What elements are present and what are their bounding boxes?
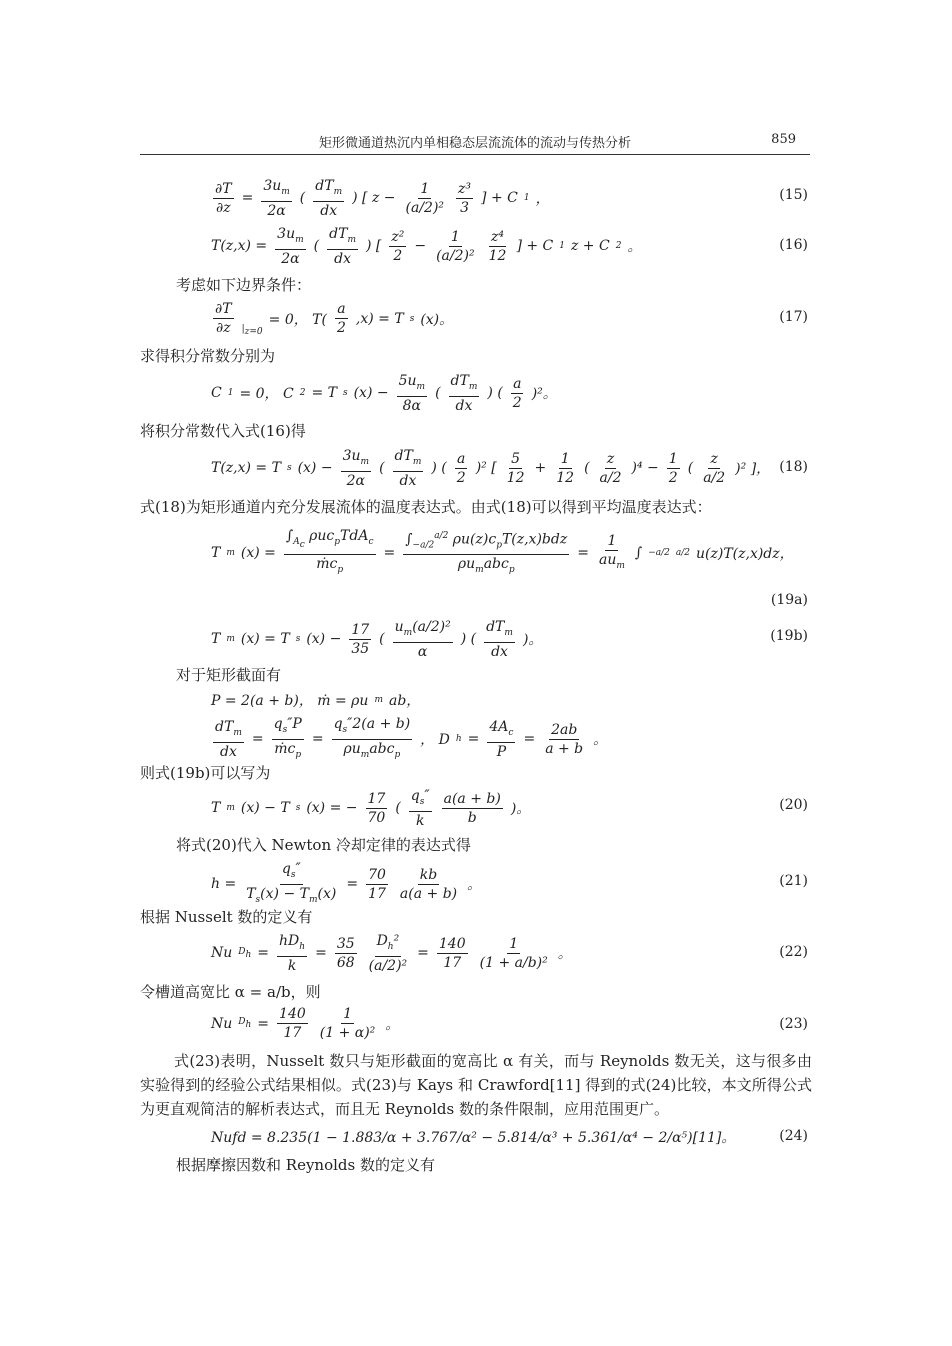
equation-gradient: $\frac{dT_m}{dx}$ = $\frac{q_s''P}{ṁc_p}$ = $\frac{q_s''2(a + b)}{\rho u_mabc_p}$ ， D h = $\frac{4A_c}{P}$ = $\frac{2ab}{a + b}$ 。 bbox=[215, 716, 608, 760]
eq-number-23: (23) bbox=[779, 1016, 808, 1032]
eq-number-19b: (19b) bbox=[770, 628, 808, 644]
page-header bbox=[140, 130, 810, 152]
text-boundary: 考虑如下边界条件： bbox=[176, 276, 312, 294]
equation-19a: T m (x) = $\frac{\int_{A_c} \rho uc_pTdA_c}{ṁc_p}$ = $\frac{\int_{-a/2}^{a/2} \rho u(z)c_pT(z,x)bdz}{\rho u_mabc_p}$ = $\frac{1}{au_m}$ ∫ −a/2 a/2 u(z)T(z,x)dz， bbox=[211, 528, 794, 576]
text-nusselt: 根据 Nusselt 数的定义有 bbox=[140, 908, 313, 926]
eq-number-17: (17) bbox=[779, 309, 808, 325]
eq-number-15: (15) bbox=[779, 187, 808, 203]
equation-15: $\frac{\partial T}{\partial z}$ = $\frac{3u_m}{2\alpha}$ ( $\frac{dT_m}{dx}$ ) [ z − $\frac{1}{\text{(a/2)²}}$ $\frac{\text{z³}}{3}$ ] + C 1 ， bbox=[215, 178, 550, 219]
paragraph-discussion: 式(23)表明，Nusselt 数只与矩形截面的宽高比 α 有关，而与 Reynolds 数无关，这与很多由实验得到的经验公式结果相似。式(23)与 Kays 和 Crawford[11] 得到的式(24)比较，本文所得公式为更直观简洁的解析表达式，而且无 Reynolds 数的条件限制，应用范围更广。 bbox=[140, 1052, 812, 1118]
eq-number-19a: (19a) bbox=[770, 592, 808, 608]
text-constants: 求得积分常数分别为 bbox=[140, 347, 276, 365]
text-temperature: 式(18)为矩形通道内充分发展流体的温度表达式。由式(18)可以得到平均温度表达式： bbox=[140, 498, 712, 516]
equation-16: T(z,x) = $\frac{3u_m}{2\alpha}$ ( $\frac{dT_m}{dx}$ ) [ $\frac{\text{z²}}{2}$ − $\frac{1}{\text{(a/2)²}}$ $\frac{\text{z⁴}}{12}$ ] + C 1 z + C 2 。 bbox=[211, 226, 642, 267]
text-rewrite: 则式(19b)可以写为 bbox=[140, 764, 271, 782]
equation-perimeter: P = 2(a + b)， ṁ = ρu m ab， bbox=[211, 693, 421, 709]
eq-number-24: (24) bbox=[779, 1128, 808, 1144]
eq-number-22: (22) bbox=[779, 944, 808, 960]
page-number: 859 bbox=[771, 132, 796, 147]
header-rule bbox=[140, 154, 810, 155]
equation-22: Nu $D_h$ = $\frac{hD_h}{k}$ = $\frac{35}{68}$ $\frac{D_h^2}{\text{(a/2)²}}$ = $\frac{140}{17}$ $\frac{1}{\text{(1 + a/b)²}}$ 。 bbox=[211, 933, 572, 974]
equation-18: T(z,x) = T s (x) − $\frac{3u_m}{2\alpha}$ ( $\frac{dT_m}{dx}$ ) ( $\frac{a}{2}$ )² [ $\frac{5}{12}$ + $\frac{1}{12}$ ( $\frac{z}{a/2}$ )⁴ − $\frac{1}{2}$ ( $\frac{z}{a/2}$ )² ]， bbox=[211, 448, 771, 489]
eq-number-21: (21) bbox=[779, 873, 808, 889]
text-aspect: 令槽道高宽比 α = a/b，则 bbox=[140, 983, 321, 1001]
equation-24: Nufd = 8.235(1 − 1.883/α + 3.767/α² − 5.814/α³ + 5.361/α⁴ − 2/α⁵)[11]。 bbox=[211, 1130, 736, 1146]
equation-19b: T m (x) = T s (x) − $\frac{17}{35}$ ( $\frac{u_m(a/2)^2}{\alpha}$ ) ( $\frac{dT_m}{dx}$ )。 bbox=[211, 619, 543, 660]
text-newton: 将式(20)代入 Newton 冷却定律的表达式得 bbox=[176, 836, 471, 854]
text-friction: 根据摩擦因数和 Reynolds 数的定义有 bbox=[176, 1156, 435, 1174]
equation-constants: C 1 = 0， C 2 = T s (x) − $\frac{5u_m}{8\alpha}$ ( $\frac{dT_m}{dx}$ ) ( $\frac{a}{2}$ )²。 bbox=[211, 373, 557, 414]
text-substitute: 将积分常数代入式(16)得 bbox=[140, 422, 306, 440]
equation-21: h = $\frac{q_s''}{T_s(x) - T_m(x)}$ = $\frac{70}{17}$ $\frac{kb}{a(a + b)}$ 。 bbox=[211, 861, 482, 905]
equation-23: Nu $D_h$ = $\frac{140}{17}$ $\frac{1}{\text{(1 + α)²}}$ 。 bbox=[211, 1006, 400, 1041]
running-title: 矩形微通道热沉内单相稳态层流流体的流动与传热分析 bbox=[318, 136, 631, 151]
eq-number-18: (18) bbox=[779, 459, 808, 475]
text-rectangular: 对于矩形截面有 bbox=[176, 666, 282, 684]
eq-number-16: (16) bbox=[779, 237, 808, 253]
eq-number-20: (20) bbox=[779, 797, 808, 813]
equation-17: $\frac{\partial T}{\partial z}$ $|_{z=0}$ = 0， T( $\frac{a}{2}$ ,x) = T s (x)。 bbox=[215, 301, 454, 337]
equation-20: T m (x) − T s (x) = − $\frac{17}{70}$ ( $\frac{q_s''}{k}$ $\frac{a(a + b)}{b}$ )。 bbox=[211, 788, 531, 829]
